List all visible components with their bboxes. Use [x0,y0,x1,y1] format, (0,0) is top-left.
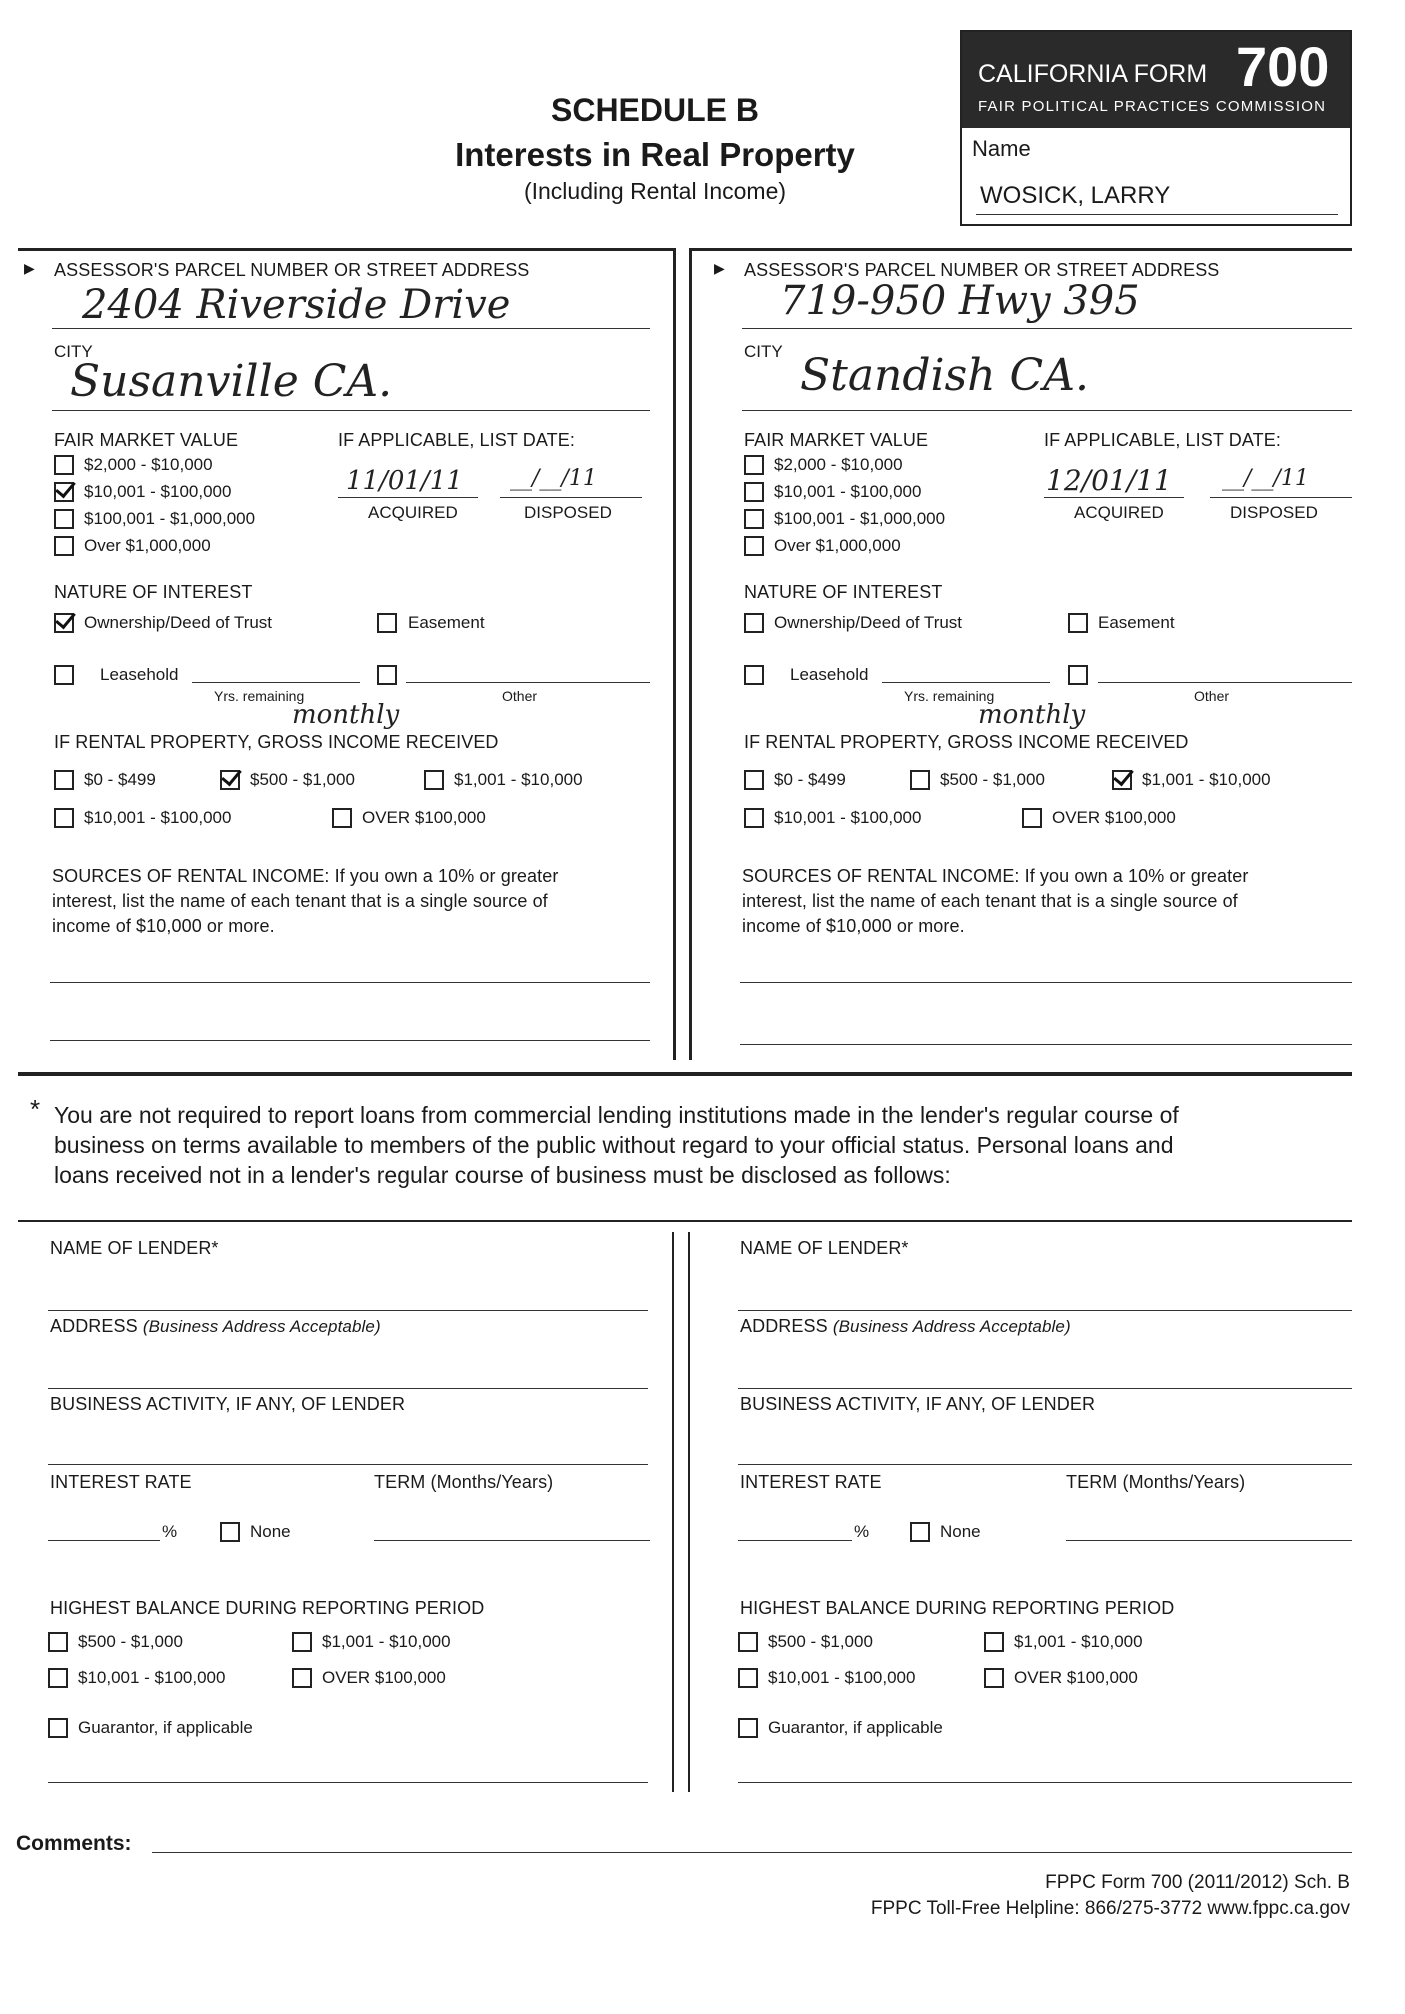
income-checkbox-5[interactable] [1022,808,1042,828]
lender-address-line [738,1388,1352,1389]
other-line [406,682,650,683]
parcel-address-line [52,328,650,329]
disposed-label: DISPOSED [1230,503,1318,522]
loan-divider-left [672,1232,674,1792]
fmv-option-3: $100,001 - $1,000,000 [774,509,946,528]
property-divider-right [689,248,692,1060]
property-top-rule-right [692,248,1352,251]
lender-name-line [48,1310,648,1311]
term-label: TERM (Months/Years) [1066,1472,1246,1492]
rental-income-label: IF RENTAL PROPERTY, GROSS INCOME RECEIVED [744,732,1189,752]
sources-line-2: interest, list the name of each tenant that is a single source of [52,891,548,911]
leasehold-checkbox[interactable] [54,665,74,685]
acquired-date-value[interactable]: 11/01/11 [346,466,463,496]
income-option-1: $0 - $499 [84,770,156,789]
parcel-label: ASSESSOR'S PARCEL NUMBER OR STREET ADDRESS [54,260,530,280]
notice-bottom-rule [18,1220,1352,1222]
form-number: 700 [1236,35,1330,98]
other-checkbox[interactable] [377,665,397,685]
percent-sign: % [162,1522,178,1541]
fmv-option-2: $10,001 - $100,000 [84,482,232,501]
balance-checkbox-2[interactable] [984,1632,1004,1652]
list-date-label: IF APPLICABLE, LIST DATE: [1044,430,1281,450]
form-title: Interests in Real Property [455,136,855,173]
tenant-line-1 [50,982,650,983]
loan-divider-right [688,1232,690,1792]
notice-line-2: business on terms available to members of the public without regard to your official status. Personal loans and [54,1132,1174,1158]
sources-line-2: interest, list the name of each tenant that is a single source of [742,891,1238,911]
notice-top-rule [18,1072,1352,1076]
income-checkbox-3[interactable] [1112,770,1132,790]
balance-checkbox-3[interactable] [738,1668,758,1688]
fmv-checkbox-3[interactable] [744,509,764,529]
disposed-date-value[interactable]: __/__/11 [1222,466,1309,491]
lender-name-label: NAME OF LENDER* [50,1238,219,1258]
form-subtitle: (Including Rental Income) [523,178,787,204]
income-checkbox-2[interactable] [220,770,240,790]
yrs-remaining-label: Yrs. remaining [904,688,995,704]
other-label: Other [502,688,538,704]
other-line [1098,682,1352,683]
fmv-option-3: $100,001 - $1,000,000 [84,509,256,528]
lender-address-label [50,1316,381,1337]
balance-checkbox-4[interactable] [984,1668,1004,1688]
balance-option-3: $10,001 - $100,000 [78,1668,226,1687]
leasehold-label: Leasehold [790,665,869,684]
income-checkbox-2[interactable] [910,770,930,790]
income-checkbox-5[interactable] [332,808,352,828]
balance-option-1: $500 - $1,000 [768,1632,873,1651]
acquired-label: ACQUIRED [368,503,458,522]
acquired-date-value[interactable]: 12/01/11 [1046,464,1172,497]
term-line [1066,1540,1352,1541]
easement-checkbox[interactable] [1068,613,1088,633]
income-checkbox-1[interactable] [744,770,764,790]
parcel-arrow: ▶ [24,260,35,276]
balance-checkbox-3[interactable] [48,1668,68,1688]
property-top-rule [18,248,675,251]
city-line [742,410,1352,411]
income-option-4: $10,001 - $100,000 [84,808,232,827]
fmv-checkbox-4[interactable] [54,536,74,556]
lender-name-label: NAME OF LENDER* [740,1238,909,1258]
income-checkbox-3[interactable] [424,770,444,790]
rental-income-label: IF RENTAL PROPERTY, GROSS INCOME RECEIVED [54,732,499,752]
city-label: CITY [54,342,93,361]
disposed-line [1210,497,1352,498]
fmv-option-1: $2,000 - $10,000 [84,455,213,474]
income-checkbox-4[interactable] [54,808,74,828]
fmv-checkbox-1[interactable] [744,455,764,475]
fmv-checkbox-2[interactable] [744,482,764,502]
sources-line-3: income of $10,000 or more. [52,916,275,936]
easement-checkbox[interactable] [377,613,397,633]
business-activity-line [48,1464,648,1465]
fmv-checkbox-4[interactable] [744,536,764,556]
fmv-option-1: $2,000 - $10,000 [774,455,903,474]
guarantor-label: Guarantor, if applicable [768,1718,943,1737]
list-date-label: IF APPLICABLE, LIST DATE: [338,430,575,450]
guarantor-checkbox[interactable] [738,1718,758,1738]
none-checkbox[interactable] [910,1522,930,1542]
leasehold-label: Leasehold [100,665,179,684]
income-option-2: $500 - $1,000 [940,770,1045,789]
form-id-header [962,32,1350,128]
leasehold-line [192,682,360,683]
disposed-label: DISPOSED [524,503,612,522]
commission-name: FAIR POLITICAL PRACTICES COMMISSION [978,98,1327,115]
income-checkbox-1[interactable] [54,770,74,790]
name-value[interactable]: WOSICK, LARRY [980,182,1171,209]
property-divider-left [673,248,676,1060]
income-checkbox-4[interactable] [744,808,764,828]
balance-checkbox-1[interactable] [738,1632,758,1652]
address-note: (Business Address Acceptable) [832,1317,1071,1336]
none-label: None [250,1522,291,1541]
leasehold-line [882,682,1050,683]
balance-option-4: OVER $100,000 [1014,1668,1138,1687]
city-value[interactable]: Standish CA. [800,350,1089,401]
highest-balance-label: HIGHEST BALANCE DURING REPORTING PERIOD [740,1598,1175,1618]
parcel-address-value[interactable]: 2404 Riverside Drive [82,282,511,328]
income-option-5: OVER $100,000 [362,808,486,827]
interest-rate-line [738,1540,852,1541]
loan-bottom-line [738,1782,1352,1783]
yrs-remaining-label: Yrs. remaining [214,688,305,704]
acquired-line [338,497,478,498]
form-reference: FPPC Form 700 (2011/2012) Sch. B [1045,1872,1350,1893]
parcel-arrow: ▶ [714,260,725,276]
acquired-label: ACQUIRED [1074,503,1164,522]
tenant-line-1 [740,982,1352,983]
income-note-value[interactable]: monthly [292,700,400,730]
schedule-heading: SCHEDULE B [550,92,759,128]
city-label: CITY [744,342,783,361]
business-activity-label: BUSINESS ACTIVITY, IF ANY, OF LENDER [50,1394,406,1414]
parcel-address-value[interactable]: 719-950 Hwy 395 [780,278,1140,324]
none-checkbox[interactable] [220,1522,240,1542]
loan-bottom-line [48,1782,648,1783]
disposed-date-value[interactable]: __/__/11 [510,466,597,491]
sources-line-1: SOURCES OF RENTAL INCOME: If you own a 10% or greater [52,866,559,886]
fmv-option-4: Over $1,000,000 [774,536,901,555]
income-option-1: $0 - $499 [774,770,846,789]
address-label-text: ADDRESS [740,1316,828,1336]
balance-option-4: OVER $100,000 [322,1668,446,1687]
name-underline [976,214,1338,215]
balance-option-2: $1,001 - $10,000 [322,1632,451,1651]
tenant-line-2 [50,1040,650,1041]
fmv-label: FAIR MARKET VALUE [54,430,239,450]
business-activity-line [738,1464,1352,1465]
comments-line[interactable] [152,1852,1352,1853]
income-option-5: OVER $100,000 [1052,808,1176,827]
comments-label: Comments: [16,1832,132,1855]
business-activity-label: BUSINESS ACTIVITY, IF ANY, OF LENDER [740,1394,1096,1414]
acquired-line [1044,497,1184,498]
highest-balance-label: HIGHEST BALANCE DURING REPORTING PERIOD [50,1598,485,1618]
income-option-3: $1,001 - $10,000 [1142,770,1271,789]
fmv-option-4: Over $1,000,000 [84,536,211,555]
balance-option-2: $1,001 - $10,000 [1014,1632,1143,1651]
ownership-checkbox[interactable] [744,613,764,633]
interest-rate-label: INTEREST RATE [50,1472,192,1492]
fmv-checkbox-1[interactable] [54,455,74,475]
lender-address-label [740,1316,1071,1337]
interest-rate-line [48,1540,160,1541]
income-option-3: $1,001 - $10,000 [454,770,583,789]
easement-label: Easement [408,613,485,632]
fmv-checkbox-2[interactable] [54,482,74,502]
nature-label: NATURE OF INTEREST [54,582,253,602]
helpline: FPPC Toll-Free Helpline: 866/275-3772 www.fppc.ca.gov [870,1898,1350,1919]
notice-line-3: loans received not in a lender's regular course of business must be disclosed as follows: [54,1162,951,1188]
tenant-line-2 [740,1044,1352,1045]
income-option-2: $500 - $1,000 [250,770,355,789]
balance-checkbox-2[interactable] [292,1632,312,1652]
city-line [52,410,650,411]
city-value[interactable]: Susanville CA. [70,356,393,407]
term-label: TERM (Months/Years) [374,1472,554,1492]
form-label: CALIFORNIA FORM [978,60,1208,88]
disposed-line [500,497,642,498]
lender-name-line [738,1310,1352,1311]
notice-line-1: You are not required to report loans from commercial lending institutions made in the lender's regular course of [54,1102,1179,1128]
balance-option-1: $500 - $1,000 [78,1632,183,1651]
guarantor-label: Guarantor, if applicable [78,1718,253,1737]
balance-checkbox-1[interactable] [48,1632,68,1652]
address-note: (Business Address Acceptable) [142,1317,381,1336]
ownership-checkbox[interactable] [54,613,74,633]
percent-sign: % [854,1522,870,1541]
income-note-value[interactable]: monthly [978,700,1086,730]
other-label: Other [1194,688,1230,704]
notice-asterisk: * [30,1094,41,1124]
address-label-text: ADDRESS [50,1316,138,1336]
leasehold-checkbox[interactable] [744,665,764,685]
balance-checkbox-4[interactable] [292,1668,312,1688]
fmv-option-2: $10,001 - $100,000 [774,482,922,501]
nature-label: NATURE OF INTEREST [744,582,943,602]
none-label: None [940,1522,981,1541]
other-checkbox[interactable] [1068,665,1088,685]
parcel-label: ASSESSOR'S PARCEL NUMBER OR STREET ADDRESS [744,260,1220,280]
ownership-label: Ownership/Deed of Trust [774,613,963,632]
ownership-label: Ownership/Deed of Trust [84,613,273,632]
easement-label: Easement [1098,613,1175,632]
income-option-4: $10,001 - $100,000 [774,808,922,827]
lender-address-line [48,1388,648,1389]
guarantor-checkbox[interactable] [48,1718,68,1738]
term-line [374,1540,650,1541]
balance-option-3: $10,001 - $100,000 [768,1668,916,1687]
fmv-checkbox-3[interactable] [54,509,74,529]
parcel-address-line [742,328,1352,329]
interest-rate-label: INTEREST RATE [740,1472,882,1492]
form-id-box [960,30,1352,226]
sources-line-3: income of $10,000 or more. [742,916,965,936]
sources-line-1: SOURCES OF RENTAL INCOME: If you own a 10% or greater [742,866,1249,886]
fmv-label: FAIR MARKET VALUE [744,430,929,450]
name-label: Name [972,136,1031,161]
